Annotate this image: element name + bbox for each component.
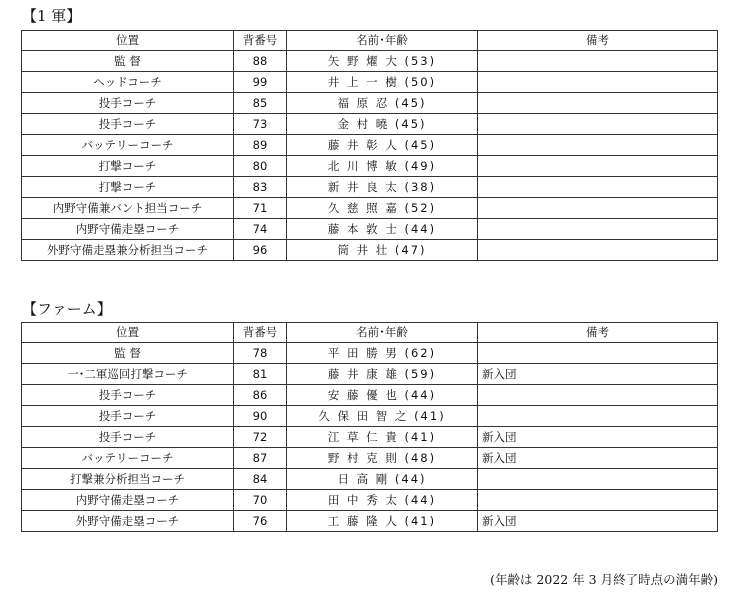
farm-team-rows — [22, 343, 718, 532]
farm-team-title: 【ファーム】 — [22, 300, 112, 318]
table-row — [22, 448, 718, 469]
number-cell: 71 — [234, 198, 287, 219]
position-cell: 監 督 — [22, 51, 234, 72]
position-cell: 内野守備兼バント担当コーチ — [22, 198, 234, 219]
notes-cell — [478, 114, 718, 135]
notes-cell: 新入団 — [478, 427, 718, 448]
position-cell: ヘッドコーチ — [22, 72, 234, 93]
table-row — [22, 114, 718, 135]
table-row — [22, 343, 718, 364]
notes-cell — [478, 93, 718, 114]
number-cell: 86 — [234, 385, 287, 406]
first-team-title: 【1 軍】 — [22, 7, 82, 25]
notes-cell — [478, 156, 718, 177]
header-notes: 備考 — [478, 323, 718, 343]
notes-cell — [478, 135, 718, 156]
position-cell: 投手コーチ — [22, 93, 234, 114]
header-position: 位置 — [22, 323, 234, 343]
number-cell: 78 — [234, 343, 287, 364]
name-age-cell: 新 井 良 太 (38) — [287, 177, 478, 198]
number-cell: 89 — [234, 135, 287, 156]
notes-cell — [478, 72, 718, 93]
notes-cell — [478, 51, 718, 72]
notes-cell — [478, 469, 718, 490]
table-row — [22, 177, 718, 198]
age-footnote: (年齢は 2022 年 3 月終了時点の満年齢) — [490, 572, 718, 587]
number-cell: 70 — [234, 490, 287, 511]
name-age-cell: 平 田 勝 男 (62) — [287, 343, 478, 364]
table-header-row — [22, 323, 718, 343]
position-cell: 監 督 — [22, 343, 234, 364]
notes-cell: 新入団 — [478, 511, 718, 532]
table-row — [22, 219, 718, 240]
number-cell: 73 — [234, 114, 287, 135]
number-cell: 87 — [234, 448, 287, 469]
table-row — [22, 364, 718, 385]
header-name-age: 名前･年齢 — [287, 323, 478, 343]
number-cell: 83 — [234, 177, 287, 198]
table-row — [22, 406, 718, 427]
name-age-cell: 藤 本 敦 士 (44) — [287, 219, 478, 240]
table-row — [22, 198, 718, 219]
header-notes: 備考 — [478, 31, 718, 51]
name-age-cell: 野 村 克 則 (48) — [287, 448, 478, 469]
first-team-rows — [22, 51, 718, 261]
notes-cell — [478, 490, 718, 511]
position-cell: 打撃コーチ — [22, 177, 234, 198]
number-cell: 80 — [234, 156, 287, 177]
position-cell: 外野守備走塁コーチ — [22, 511, 234, 532]
name-age-cell: 田 中 秀 太 (44) — [287, 490, 478, 511]
position-cell: 打撃兼分析担当コーチ — [22, 469, 234, 490]
name-age-cell: 福 原 忍 (45) — [287, 93, 478, 114]
notes-cell: 新入団 — [478, 364, 718, 385]
notes-cell: 新入団 — [478, 448, 718, 469]
position-cell: 投手コーチ — [22, 114, 234, 135]
name-age-cell: 藤 井 彰 人 (45) — [287, 135, 478, 156]
table-row — [22, 51, 718, 72]
position-cell: 投手コーチ — [22, 427, 234, 448]
number-cell: 90 — [234, 406, 287, 427]
position-cell: 打撃コーチ — [22, 156, 234, 177]
position-cell: バッテリーコーチ — [22, 448, 234, 469]
header-number: 背番号 — [234, 31, 287, 51]
table-row — [22, 72, 718, 93]
name-age-cell: 藤 井 康 雄 (59) — [287, 364, 478, 385]
notes-cell — [478, 343, 718, 364]
position-cell: 投手コーチ — [22, 406, 234, 427]
table-row — [22, 93, 718, 114]
position-cell: 内野守備走塁コーチ — [22, 490, 234, 511]
number-cell: 84 — [234, 469, 287, 490]
number-cell: 85 — [234, 93, 287, 114]
name-age-cell: 筒 井 壮 (47) — [287, 240, 478, 261]
name-age-cell: 安 藤 優 也 (44) — [287, 385, 478, 406]
number-cell: 96 — [234, 240, 287, 261]
header-position: 位置 — [22, 31, 234, 51]
table-header-row — [22, 31, 718, 51]
table-row — [22, 135, 718, 156]
table-row — [22, 469, 718, 490]
number-cell: 72 — [234, 427, 287, 448]
number-cell: 81 — [234, 364, 287, 385]
table-row — [22, 511, 718, 532]
farm-team-table — [21, 322, 718, 532]
table-row — [22, 385, 718, 406]
number-cell: 88 — [234, 51, 287, 72]
name-age-cell: 久 保 田 智 之 (41) — [287, 406, 478, 427]
name-age-cell: 北 川 博 敏 (49) — [287, 156, 478, 177]
table-row — [22, 427, 718, 448]
table-row — [22, 490, 718, 511]
notes-cell — [478, 219, 718, 240]
position-cell: 外野守備走塁兼分析担当コーチ — [22, 240, 234, 261]
name-age-cell: 金 村 曉 (45) — [287, 114, 478, 135]
first-team-table — [21, 30, 718, 261]
notes-cell — [478, 198, 718, 219]
notes-cell — [478, 240, 718, 261]
table-row — [22, 240, 718, 261]
table-row — [22, 156, 718, 177]
notes-cell — [478, 385, 718, 406]
name-age-cell: 江 草 仁 貴 (41) — [287, 427, 478, 448]
name-age-cell: 井 上 一 樹 (50) — [287, 72, 478, 93]
notes-cell — [478, 406, 718, 427]
name-age-cell: 日 高 剛 (44) — [287, 469, 478, 490]
position-cell: 内野守備走塁コーチ — [22, 219, 234, 240]
header-number: 背番号 — [234, 323, 287, 343]
number-cell: 76 — [234, 511, 287, 532]
name-age-cell: 矢 野 燿 大 (53) — [287, 51, 478, 72]
header-name-age: 名前･年齢 — [287, 31, 478, 51]
notes-cell — [478, 177, 718, 198]
position-cell: 投手コーチ — [22, 385, 234, 406]
number-cell: 99 — [234, 72, 287, 93]
position-cell: バッテリーコーチ — [22, 135, 234, 156]
name-age-cell: 久 慈 照 嘉 (52) — [287, 198, 478, 219]
number-cell: 74 — [234, 219, 287, 240]
name-age-cell: 工 藤 隆 人 (41) — [287, 511, 478, 532]
position-cell: 一･二軍巡回打撃コーチ — [22, 364, 234, 385]
